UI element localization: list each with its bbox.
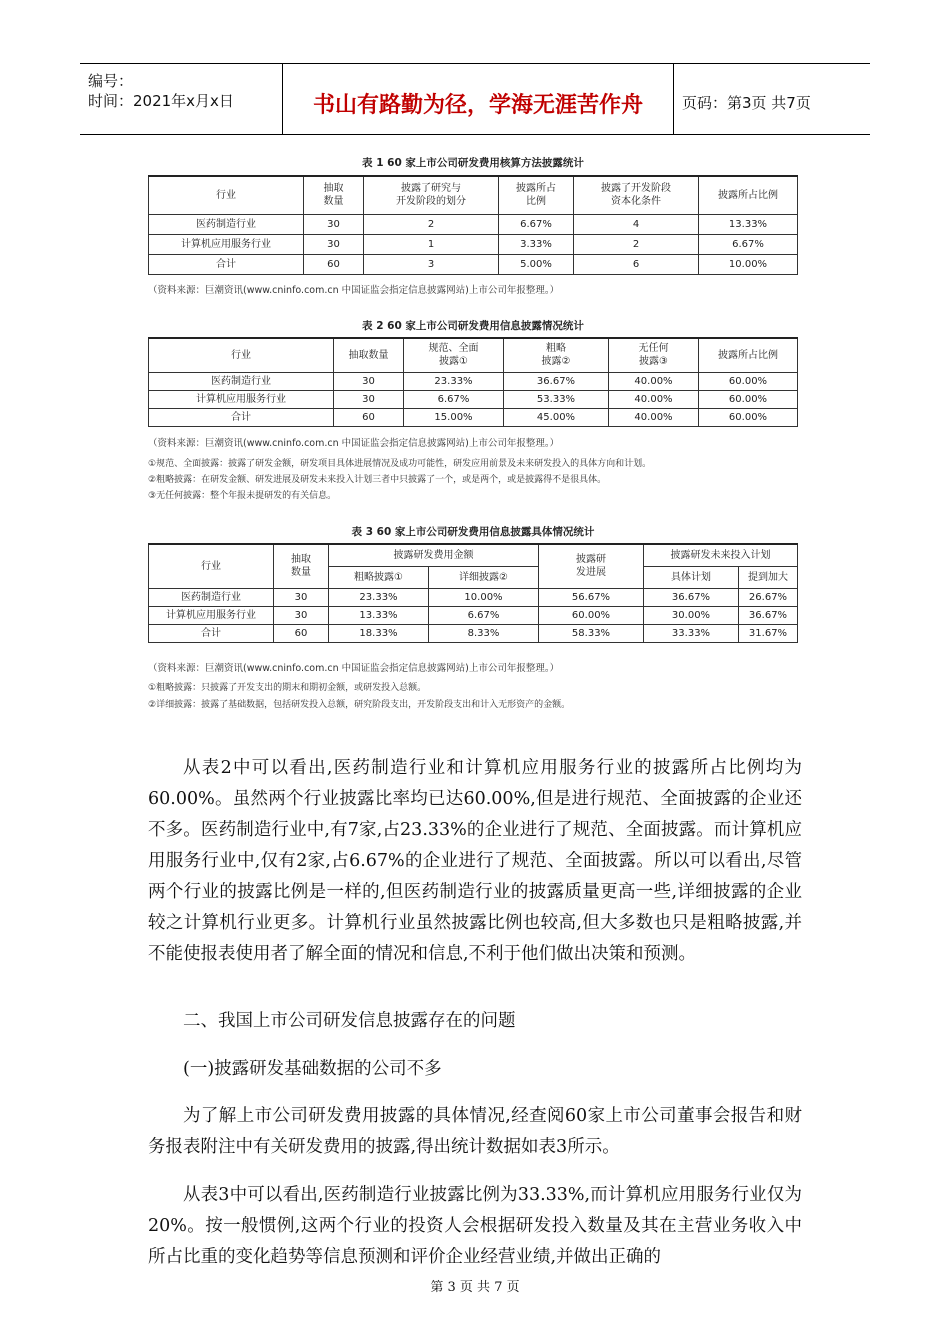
table-row [149, 372, 798, 390]
table1 [148, 175, 798, 275]
table2-header: 披露所占比例 [699, 338, 798, 372]
section-heading: 二、我国上市公司研发信息披露存在的问题 [183, 1011, 516, 1031]
table-cell: 30 [304, 214, 364, 234]
table-cell: 6.67% [699, 234, 798, 254]
table-cell: 31.67% [739, 624, 798, 642]
table-cell: 36.67% [504, 372, 609, 390]
table-cell: 10.00% [429, 588, 539, 606]
doc-number-label: 编号： [88, 72, 134, 90]
table-row [149, 606, 798, 624]
table-cell: 医药制造行业 [149, 372, 334, 390]
table-cell: 30 [274, 588, 329, 606]
table3-source: （资料来源：巨潮资讯(www.cninfo.com.cn 中国证监会指定信息披露网站)上市公司年报整理。） [148, 663, 560, 674]
table-cell: 40.00% [609, 408, 699, 426]
table1-header: 披露了开发阶段 资本化条件 [574, 176, 699, 214]
table-cell: 13.33% [329, 606, 429, 624]
table1-header: 抽取 数量 [304, 176, 364, 214]
body-paragraph: 从表3中可以看出,医药制造行业披露比例为33.33%,而计算机应用服务行业仅为20%。按一般惯例,这两个行业的投资人会根据研发投入数量及其在主营业务收入中所占比重的变化趋势等信息预测和评价企业经营业绩,并做出正确的 [148, 1185, 802, 1267]
table-cell: 医药制造行业 [149, 588, 274, 606]
table3-header: 行业 [149, 544, 274, 588]
table1-source: （资料来源：巨潮资讯(www.cninfo.com.cn 中国证监会指定信息披露网站)上市公司年报整理。） [148, 285, 560, 296]
table-cell: 36.67% [644, 588, 739, 606]
table2-header: 粗略 披露② [504, 338, 609, 372]
table-cell: 医药制造行业 [149, 214, 304, 234]
table2-caption: 表 2 60 家上市公司研发费用信息披露情况统计 [362, 320, 584, 332]
table-cell: 10.00% [699, 254, 798, 274]
table3-subheader: 提到加大 [739, 566, 798, 588]
table3-header: 抽取 数量 [274, 544, 329, 588]
table-cell: 30 [334, 390, 404, 408]
table-cell: 60.00% [699, 408, 798, 426]
table3-footnote: ①粗略披露：只披露了开发支出的期末和期初金额，或研发投入总额。 [148, 683, 427, 693]
table2-source: （资料来源：巨潮资讯(www.cninfo.com.cn 中国证监会指定信息披露网站)上市公司年报整理。） [148, 438, 560, 449]
header-page-label: 页码：第3页 共7页 [682, 94, 811, 112]
table2-footnote: ②粗略披露：在研发金额、研发进展及研发未来投入计划三者中只披露了一个，或是两个，或是披露得不是很具体。 [148, 475, 607, 485]
body-paragraph: 为了解上市公司研发费用披露的具体情况,经查阅60家上市公司董事会报告和财务报表附注中有关研发费用的披露,得出统计数据如表3所示。 [148, 1106, 802, 1157]
table-cell: 60 [334, 408, 404, 426]
table3-footnote: ②详细披露：披露了基础数据，包括研发投入总额，研究阶段支出，开发阶段支出和计入无形资产的金额。 [148, 700, 571, 710]
table-cell: 合计 [149, 624, 274, 642]
page-footer: 第 3 页 共 7 页 [430, 1280, 520, 1295]
table1-header: 披露所占比例 [699, 176, 798, 214]
body-paragraph: 从表2中可以看出,医药制造行业和计算机应用服务行业的披露所占比例均为60.00%。虽然两个行业披露比率均已达60.00%,但是进行规范、全面披露的企业还不多。医药制造行业中,有7家,占23.33%的企业进行了规范、全面披露。而计算机应用服务行业中,仅有2家,占6.67%的企业进行了规范、全面披露。所以可以看出,尽管两个行业的披露比例是一样的,但医药制造行业的披露质量更高一些,详细披露的企业较之计算机行业更多。计算机行业虽然披露比例也较高,但大多数也只是粗略披露,并不能使报表使用者了解全面的情况和信息,不利于他们做出决策和预测。 [148, 758, 802, 964]
table-cell: 56.67% [539, 588, 644, 606]
header-motto-cell [283, 64, 674, 134]
table-cell: 合计 [149, 408, 334, 426]
table-cell: 30 [304, 234, 364, 254]
table3-subheader: 详细披露② [429, 566, 539, 588]
page-header [80, 63, 870, 135]
table3-subheader: 具体计划 [644, 566, 739, 588]
table-cell: 5.00% [499, 254, 574, 274]
table-cell: 8.33% [429, 624, 539, 642]
table-cell: 30 [334, 372, 404, 390]
table-cell: 60.00% [699, 390, 798, 408]
doc-time-label: 时间：2021年x月x日 [88, 92, 234, 110]
table-cell: 30 [274, 606, 329, 624]
table-cell: 6.67% [404, 390, 504, 408]
table-cell: 40.00% [609, 390, 699, 408]
table3-caption: 表 3 60 家上市公司研发费用信息披露具体情况统计 [351, 526, 595, 538]
table-cell: 计算机应用服务行业 [149, 234, 304, 254]
table-cell: 15.00% [404, 408, 504, 426]
table3 [148, 543, 798, 643]
table-row [149, 624, 798, 642]
table1-header: 行业 [149, 176, 304, 214]
table-cell: 13.33% [699, 214, 798, 234]
table3-header: 披露研 发进展 [539, 544, 644, 588]
table-cell: 计算机应用服务行业 [149, 606, 274, 624]
table-cell: 53.33% [504, 390, 609, 408]
header-page-cell [674, 64, 870, 134]
table1-header: 披露所占 比例 [499, 176, 574, 214]
table2-footnote: ①规范、全面披露：披露了研发金额，研发项目具体进展情况及成功可能性，研发应用前景及未来研发投入的具体方向和计划。 [148, 459, 652, 469]
table-cell: 40.00% [609, 372, 699, 390]
table-cell: 4 [574, 214, 699, 234]
table-row [149, 588, 798, 606]
table-cell: 30.00% [644, 606, 739, 624]
header-meta [80, 64, 283, 134]
table-cell: 6.67% [429, 606, 539, 624]
table-cell: 60 [304, 254, 364, 274]
table-cell: 3 [364, 254, 499, 274]
table1-caption: 表 1 60 家上市公司研发费用核算方法披露统计 [362, 157, 584, 169]
table-cell: 45.00% [504, 408, 609, 426]
table-cell: 计算机应用服务行业 [149, 390, 334, 408]
table-cell: 60 [274, 624, 329, 642]
table3-subheader: 粗略披露① [329, 566, 429, 588]
table3-header: 披露研发费用金额 [329, 544, 539, 566]
table3-header: 披露研发未来投入计划 [644, 544, 798, 566]
table-cell: 1 [364, 234, 499, 254]
table-cell: 18.33% [329, 624, 429, 642]
table-cell: 合计 [149, 254, 304, 274]
table-cell: 6.67% [499, 214, 574, 234]
table-cell: 33.33% [644, 624, 739, 642]
table-row [149, 408, 798, 426]
table-cell: 23.33% [329, 588, 429, 606]
table1-header: 披露了研究与 开发阶段的划分 [364, 176, 499, 214]
table-cell: 36.67% [739, 606, 798, 624]
table-cell: 58.33% [539, 624, 644, 642]
table2-header: 抽取数量 [334, 338, 404, 372]
table2-header: 行业 [149, 338, 334, 372]
table-cell: 2 [364, 214, 499, 234]
table2 [148, 337, 798, 427]
subsection-heading: (一)披露研发基础数据的公司不多 [183, 1059, 442, 1079]
table-cell: 23.33% [404, 372, 504, 390]
table2-header: 无任何 披露③ [609, 338, 699, 372]
table-row [149, 214, 798, 234]
table2-footnote: ③无任何披露：整个年报未提研发的有关信息。 [148, 491, 337, 501]
table-row [149, 390, 798, 408]
table-cell: 3.33% [499, 234, 574, 254]
table-row [149, 234, 798, 254]
table-row [149, 254, 798, 274]
table-cell: 60.00% [699, 372, 798, 390]
table-cell: 2 [574, 234, 699, 254]
table-cell: 60.00% [539, 606, 644, 624]
table-cell: 6 [574, 254, 699, 274]
header-motto: 书山有路勤为径，学海无涯苦作舟 [312, 93, 643, 118]
table2-header: 规范、全面 披露① [404, 338, 504, 372]
table-cell: 26.67% [739, 588, 798, 606]
